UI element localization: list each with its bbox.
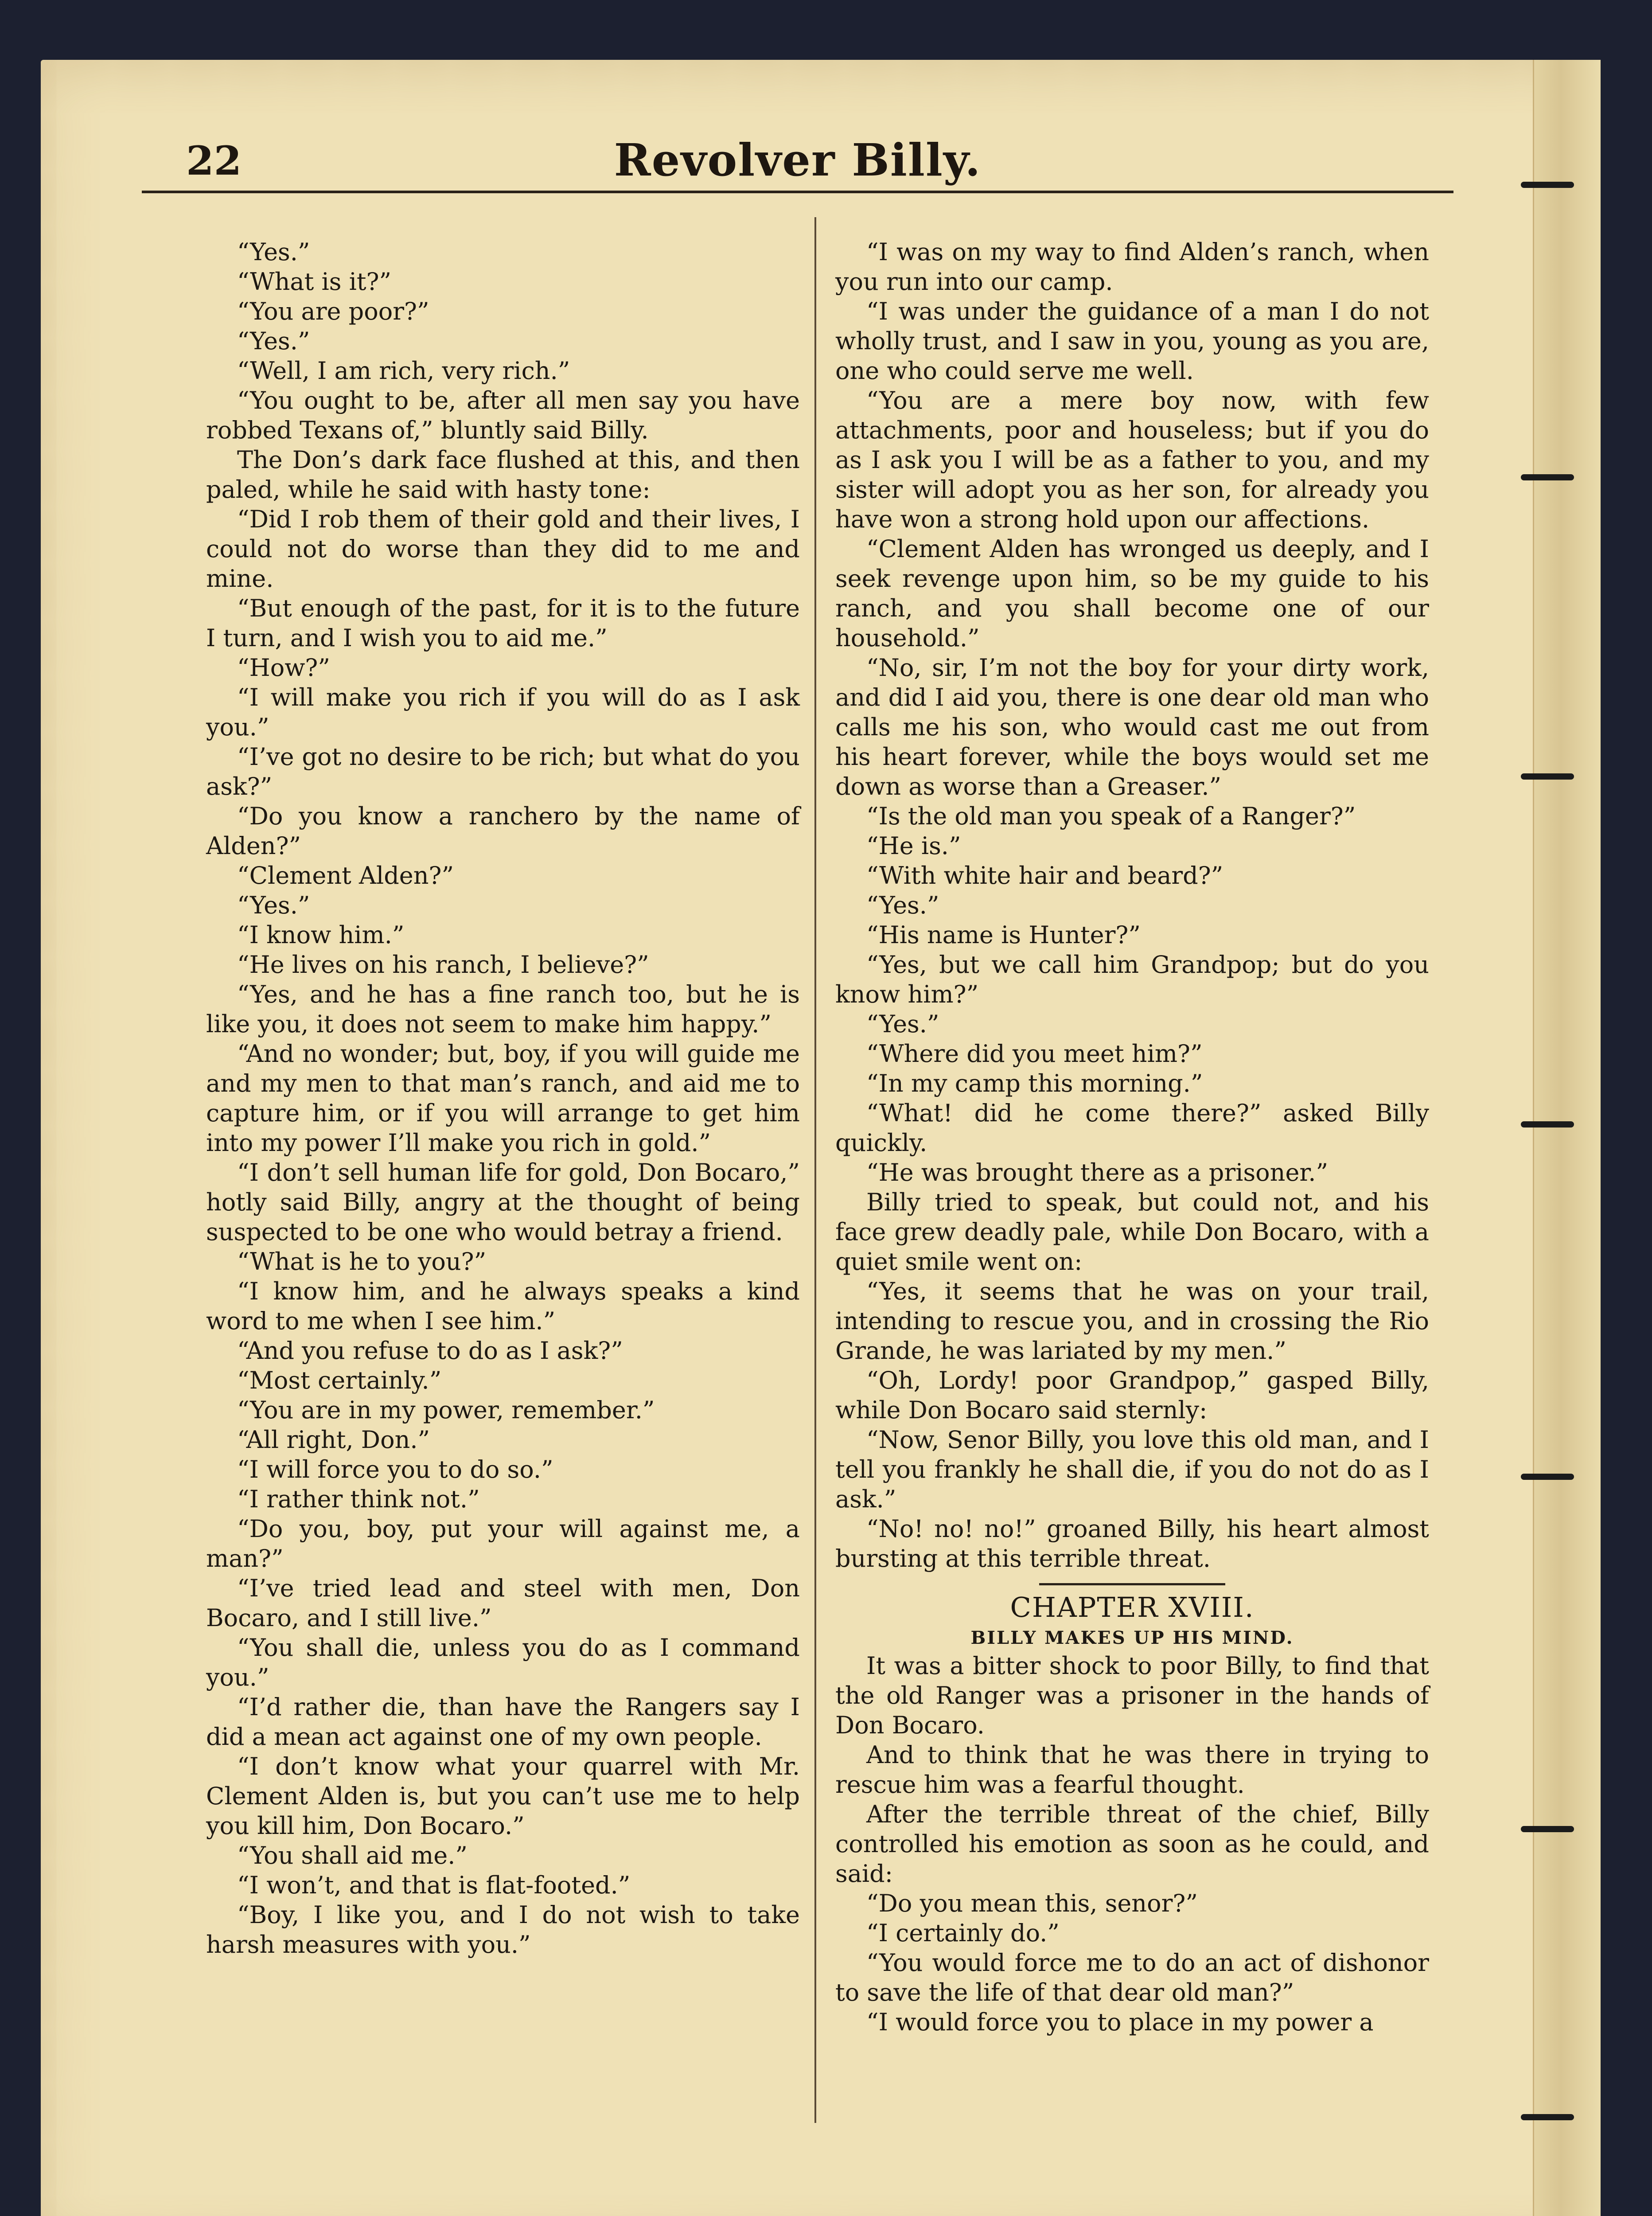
- chapter-text: [835, 1651, 1429, 2037]
- binding-stitch: [1521, 2114, 1574, 2120]
- paragraph: “Clement Alden?”: [237, 862, 454, 890]
- paragraph: “And you refuse to do as I ask?”: [237, 1337, 623, 1365]
- paragraph: “I’d rather die, than have the Rangers say I did a mean act against one of my own people.: [206, 1693, 800, 1751]
- page-header: [142, 124, 1453, 193]
- paragraph: “I’ve got no desire to be rich; but what do you ask?”: [206, 743, 800, 800]
- paragraph: “I was under the guidance of a man I do not wholly trust, and I saw in you, young as you are, one who could serve me well.: [835, 297, 1429, 385]
- paragraph: Billy tried to speak, but could not, and his face grew deadly pale, while Don Bocaro, with a quiet smile went on:: [835, 1188, 1429, 1276]
- binding-stitch: [1521, 773, 1574, 780]
- paragraph: “I will force you to do so.”: [237, 1455, 553, 1483]
- paragraph: “Do you mean this, senor?”: [866, 1889, 1198, 1917]
- paragraph: “But enough of the past, for it is to the future I turn, and I wish you to aid me.”: [206, 594, 800, 652]
- paragraph: “Yes.”: [866, 891, 939, 919]
- paragraph: “I know him.”: [237, 921, 405, 949]
- paragraph: “All right, Don.”: [237, 1426, 430, 1454]
- paragraph: “You ought to be, after all men say you have robbed Texans of,” bluntly said Billy.: [206, 386, 800, 444]
- paragraph: “Oh, Lordy! poor Grandpop,” gasped Billy, while Don Bocaro said sternly:: [835, 1366, 1429, 1424]
- paragraph: It was a bitter shock to poor Billy, to find that the old Ranger was a prisoner in the hands of Don Bocaro.: [835, 1652, 1429, 1739]
- paragraph: “I don’t know what your quarrel with Mr. Clement Alden is, but you can’t use me to help you kill him, Don Bocaro.”: [206, 1752, 800, 1840]
- paragraph: “What is he to you?”: [237, 1248, 487, 1276]
- paragraph: “You shall aid me.”: [237, 1841, 468, 1869]
- binding-stitch: [1521, 474, 1574, 480]
- right-column-text: [835, 237, 1429, 1573]
- paragraph: “His name is Hunter?”: [866, 921, 1141, 949]
- paragraph: “You are in my power, remember.”: [237, 1396, 655, 1424]
- paragraph: “Yes.”: [866, 1010, 939, 1038]
- chapter-subtitle: BILLY MAKES UP HIS MIND.: [970, 1627, 1294, 1648]
- paragraph: “What! did he come there?” asked Billy quickly.: [835, 1099, 1429, 1157]
- paragraph: “I will make you rich if you will do as I ask you.”: [206, 683, 800, 741]
- paragraph: “Clement Alden has wronged us deeply, and I seek revenge upon him, so be my guide to his ranch, and you shall become one of our household.”: [835, 535, 1429, 652]
- paragraph: “Yes.”: [237, 327, 310, 355]
- paragraph: “What is it?”: [237, 268, 392, 296]
- left-column: [206, 237, 800, 1959]
- paragraph: “He lives on his ranch, I believe?”: [237, 951, 649, 979]
- paragraph: “He is.”: [866, 832, 961, 860]
- paragraph: “Yes, and he has a fine ranch too, but he is like you, it does not seem to make him happy.”: [206, 980, 800, 1038]
- page-number: 22: [186, 137, 242, 184]
- paragraph: “Is the old man you speak of a Ranger?”: [866, 802, 1356, 830]
- chapter-rule: [1039, 1583, 1225, 1585]
- column-divider: [814, 217, 816, 2123]
- paragraph: “Where did you meet him?”: [866, 1040, 1203, 1068]
- paragraph: “And no wonder; but, boy, if you will guide me and my men to that man’s ranch, and aid me to capture him, or if you will arrange to get him into my power I’ll make you rich in gold.”: [206, 1040, 800, 1157]
- paragraph: “You would force me to do an act of dishonor to save the life of that dear old man?”: [835, 1949, 1429, 2006]
- paragraph: After the terrible threat of the chief, Billy controlled his emotion as soon as he could, and said:: [835, 1800, 1429, 1888]
- paragraph: The Don’s dark face flushed at this, and then paled, while he said with hasty tone:: [206, 446, 800, 503]
- paragraph: “I don’t sell human life for gold, Don Bocaro,” hotly said Billy, angry at the thought of being suspected to be one who would betray a friend.: [206, 1159, 800, 1246]
- paragraph: “I know him, and he always speaks a kind word to me when I see him.”: [206, 1277, 800, 1335]
- paragraph: “Do you, boy, put your will against me, a man?”: [206, 1515, 800, 1572]
- paragraph: “I rather think not.”: [237, 1485, 480, 1513]
- chapter-title: CHAPTER XVIII.: [1010, 1591, 1255, 1623]
- paragraph: “I won’t, and that is flat-footed.”: [237, 1871, 631, 1899]
- paragraph: “You are a mere boy now, with few attachments, poor and houseless; but if you do as I ask you I will be as a father to you, and my sister will adopt you as her son, for already you have won a strong hold upon our affections.: [835, 386, 1429, 533]
- paragraph: “Yes.”: [237, 891, 310, 919]
- binding-stitch: [1521, 182, 1574, 188]
- paragraph: “In my camp this morning.”: [866, 1069, 1203, 1097]
- right-column: [835, 237, 1429, 2037]
- paragraph: “You shall die, unless you do as I command you.”: [206, 1634, 800, 1691]
- paragraph: “I’ve tried lead and steel with men, Don Bocaro, and I still live.”: [206, 1574, 800, 1632]
- paragraph: “Did I rob them of their gold and their lives, I could not do worse than they did to me and mine.: [206, 505, 800, 593]
- running-title: Revolver Billy.: [614, 134, 982, 186]
- paragraph: “How?”: [237, 654, 330, 682]
- paragraph: “He was brought there as a prisoner.”: [866, 1159, 1329, 1186]
- paragraph: “Well, I am rich, very rich.”: [237, 357, 570, 385]
- paragraph: “Yes.”: [237, 238, 310, 266]
- paragraph: “Yes, it seems that he was on your trail, intending to rescue you, and in crossing the Rio Grande, he was lariated by my men.”: [835, 1277, 1429, 1365]
- paragraph: “Do you know a ranchero by the name of Alden?”: [206, 802, 800, 860]
- paragraph: “I certainly do.”: [866, 1919, 1060, 1947]
- book-spine: [1533, 60, 1601, 2216]
- paragraph: “Boy, I like you, and I do not wish to take harsh measures with you.”: [206, 1901, 800, 1959]
- paragraph: “You are poor?”: [237, 297, 429, 325]
- paragraph: “I would force you to place in my power a: [866, 2008, 1374, 2036]
- paragraph: “I was on my way to find Alden’s ranch, when you run into our camp.: [835, 238, 1429, 296]
- binding-stitch: [1521, 1121, 1574, 1128]
- binding-stitch: [1521, 1474, 1574, 1480]
- paragraph: “With white hair and beard?”: [866, 862, 1223, 890]
- paragraph: And to think that he was there in trying to rescue him was a fearful thought.: [835, 1741, 1429, 1799]
- paragraph: “Now, Senor Billy, you love this old man, and I tell you frankly he shall die, if you do not do as I ask.”: [835, 1426, 1429, 1513]
- paragraph: “No, sir, I’m not the boy for your dirty work, and did I aid you, there is one dear old man who calls me his son, who would cast me out from his heart forever, while the boys would set me down as worse than a Greaser.”: [835, 654, 1429, 800]
- paragraph: “Yes, but we call him Grandpop; but do you know him?”: [835, 951, 1429, 1008]
- binding-stitch: [1521, 1826, 1574, 1832]
- paragraph: “No! no! no!” groaned Billy, his heart almost bursting at this terrible threat.: [835, 1515, 1429, 1572]
- paragraph: “Most certainly.”: [237, 1366, 442, 1394]
